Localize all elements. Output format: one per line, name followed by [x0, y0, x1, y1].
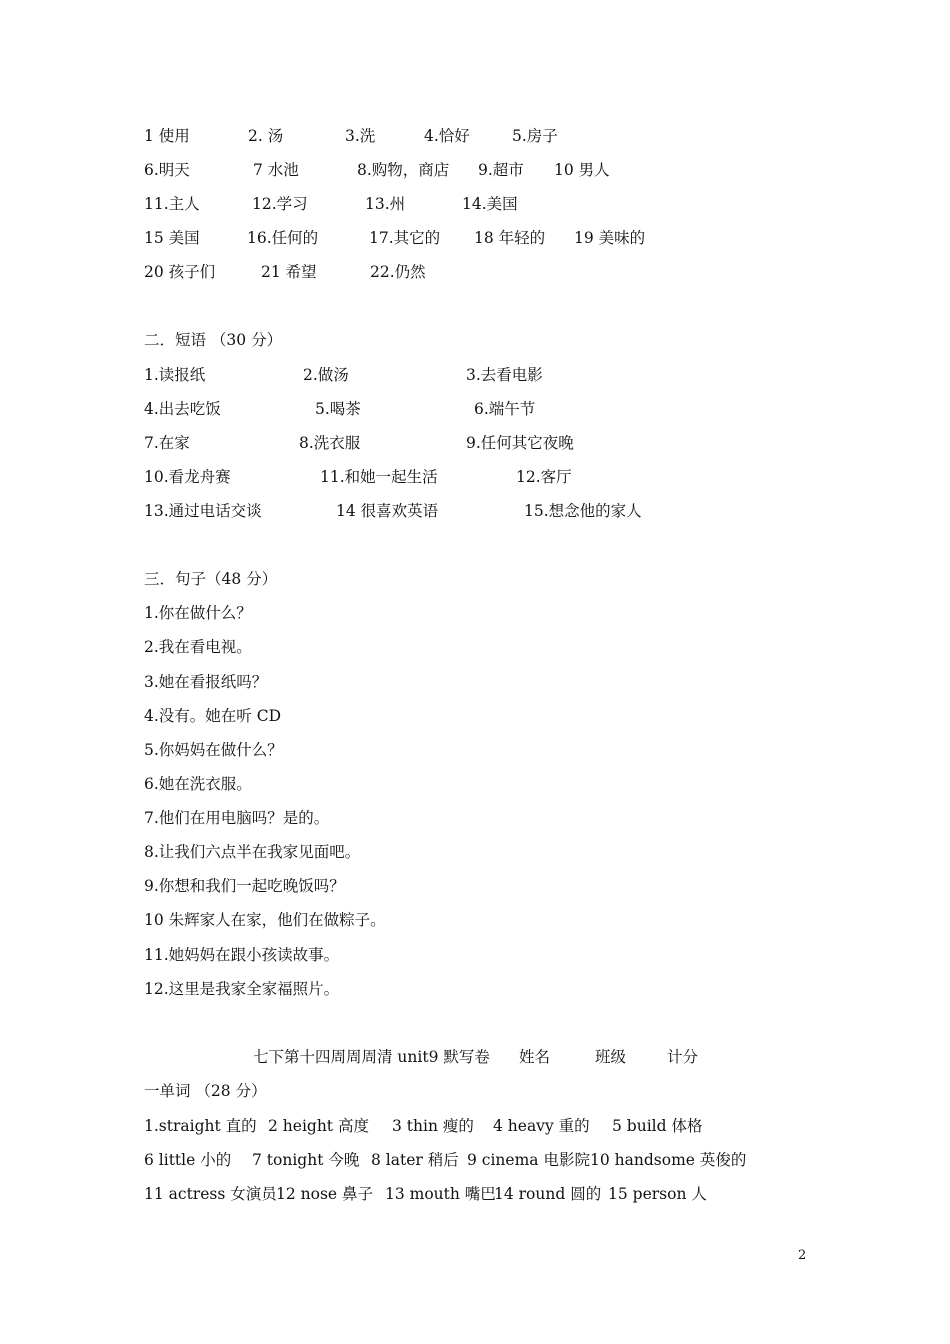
phrase-row-2 — [144, 399, 536, 419]
sentence-item: 5.你妈妈在做什么？ — [144, 741, 283, 759]
word-item: 19 美味的 — [574, 229, 646, 247]
vocab-item: 6 little 小的 — [144, 1151, 232, 1169]
phrase-item: 7.在家 — [144, 434, 190, 452]
class-label: 班级 — [595, 1048, 627, 1066]
word-item: 10 男人 — [554, 161, 610, 179]
vocab-row-2 — [144, 1150, 747, 1170]
quiz-title-row — [144, 1047, 699, 1067]
phrase-item: 8.洗衣服 — [299, 434, 361, 452]
vocab-item: 3 thin 瘦的 — [392, 1117, 474, 1135]
word-item: 9.超市 — [478, 161, 524, 179]
word-row-1 — [144, 126, 558, 146]
word-item: 2. 汤 — [248, 127, 284, 145]
phrase-row-4 — [144, 467, 572, 487]
phrase-item: 2.做汤 — [303, 366, 349, 384]
word-item: 13.州 — [365, 195, 406, 213]
page-number: 2 — [798, 1248, 807, 1263]
vocab-item: 15 person 人 — [608, 1185, 707, 1203]
sentence-item: 3.她在看报纸吗？ — [144, 673, 268, 691]
vocab-item: 1.straight 直的 — [144, 1117, 257, 1135]
word-item: 5.房子 — [512, 127, 558, 145]
vocab-item: 12 nose 鼻子 — [276, 1185, 374, 1203]
word-item: 6.明天 — [144, 161, 190, 179]
vocab-row-3 — [144, 1184, 707, 1204]
section-heading: 一单词 （28 分） — [144, 1082, 267, 1100]
phrase-item: 5.喝茶 — [315, 400, 361, 418]
phrase-item: 12.客厅 — [516, 468, 572, 486]
phrase-item: 3.去看电影 — [466, 366, 543, 384]
vocab-item: 5 build 体格 — [612, 1117, 703, 1135]
sentence-item: 2.我在看电视。 — [144, 638, 252, 656]
word-item: 22.仍然 — [370, 263, 426, 281]
section-heading: 三．句子（48 分） — [144, 570, 278, 588]
word-item: 8.购物，商店 — [357, 161, 450, 179]
vocab-item: 11 actress 女演员 — [144, 1185, 277, 1203]
word-item: 16.任何的 — [247, 229, 319, 247]
word-item: 1 使用 — [144, 127, 190, 145]
quiz-title: 七下第十四周周周清 unit9 默写卷 — [253, 1048, 490, 1066]
vocab-row-1 — [144, 1116, 703, 1136]
vocab-item: 7 tonight 今晚 — [252, 1151, 360, 1169]
phrase-item: 14 很喜欢英语 — [336, 502, 439, 520]
name-label: 姓名 — [519, 1048, 551, 1066]
word-item: 21 希望 — [261, 263, 317, 281]
word-item: 3.洗 — [345, 127, 376, 145]
vocab-item: 2 height 高度 — [268, 1117, 369, 1135]
word-row-3 — [144, 194, 518, 214]
sentence-item: 9.你想和我们一起吃晚饭吗？ — [144, 877, 345, 895]
phrase-item: 6.端午节 — [474, 400, 536, 418]
phrase-row-1 — [144, 365, 543, 385]
phrase-item: 1.读报纸 — [144, 366, 206, 384]
phrase-item: 10.看龙舟赛 — [144, 468, 231, 486]
phrase-row-5 — [144, 501, 642, 521]
vocab-item: 10 handsome 英俊的 — [590, 1151, 747, 1169]
vocab-item: 14 round 圆的 — [494, 1185, 602, 1203]
vocab-item: 4 heavy 重的 — [493, 1117, 590, 1135]
word-item: 20 孩子们 — [144, 263, 216, 281]
word-item: 18 年轻的 — [474, 229, 546, 247]
phrase-item: 11.和她一起生活 — [320, 468, 438, 486]
sentence-item: 8.让我们六点半在我家见面吧。 — [144, 843, 361, 861]
word-row-4 — [144, 228, 646, 248]
phrase-row-3 — [144, 433, 574, 453]
phrase-item: 4.出去吃饭 — [144, 400, 221, 418]
phrase-item: 15.想念他的家人 — [524, 502, 642, 520]
sentence-item: 12.这里是我家全家福照片。 — [144, 980, 340, 998]
word-row-5 — [144, 262, 426, 282]
sentence-item: 1.你在做什么？ — [144, 604, 252, 622]
word-row-2 — [144, 160, 610, 180]
sentence-item: 11.她妈妈在跟小孩读故事。 — [144, 946, 340, 964]
sentence-item: 6.她在洗衣服。 — [144, 775, 252, 793]
vocab-item: 9 cinema 电影院 — [467, 1151, 590, 1169]
word-item: 14.美国 — [462, 195, 518, 213]
section-heading: 二．短语 （30 分） — [144, 331, 283, 349]
word-item: 12.学习 — [252, 195, 308, 213]
sentence-item: 4.没有。她在听 CD — [144, 707, 282, 725]
vocab-item: 8 later 稍后 — [371, 1151, 459, 1169]
vocab-item: 13 mouth 嘴巴 — [385, 1185, 496, 1203]
score-label: 计分 — [667, 1048, 699, 1066]
word-item: 4.恰好 — [424, 127, 470, 145]
word-item: 15 美国 — [144, 229, 200, 247]
phrase-item: 13.通过电话交谈 — [144, 502, 262, 520]
sentence-item: 7.他们在用电脑吗？是的。 — [144, 809, 330, 827]
word-item: 7 水池 — [253, 161, 299, 179]
sentence-item: 10 朱辉家人在家，他们在做粽子。 — [144, 911, 386, 929]
word-item: 11.主人 — [144, 195, 200, 213]
phrase-item: 9.任何其它夜晚 — [466, 434, 574, 452]
word-item: 17.其它的 — [369, 229, 441, 247]
